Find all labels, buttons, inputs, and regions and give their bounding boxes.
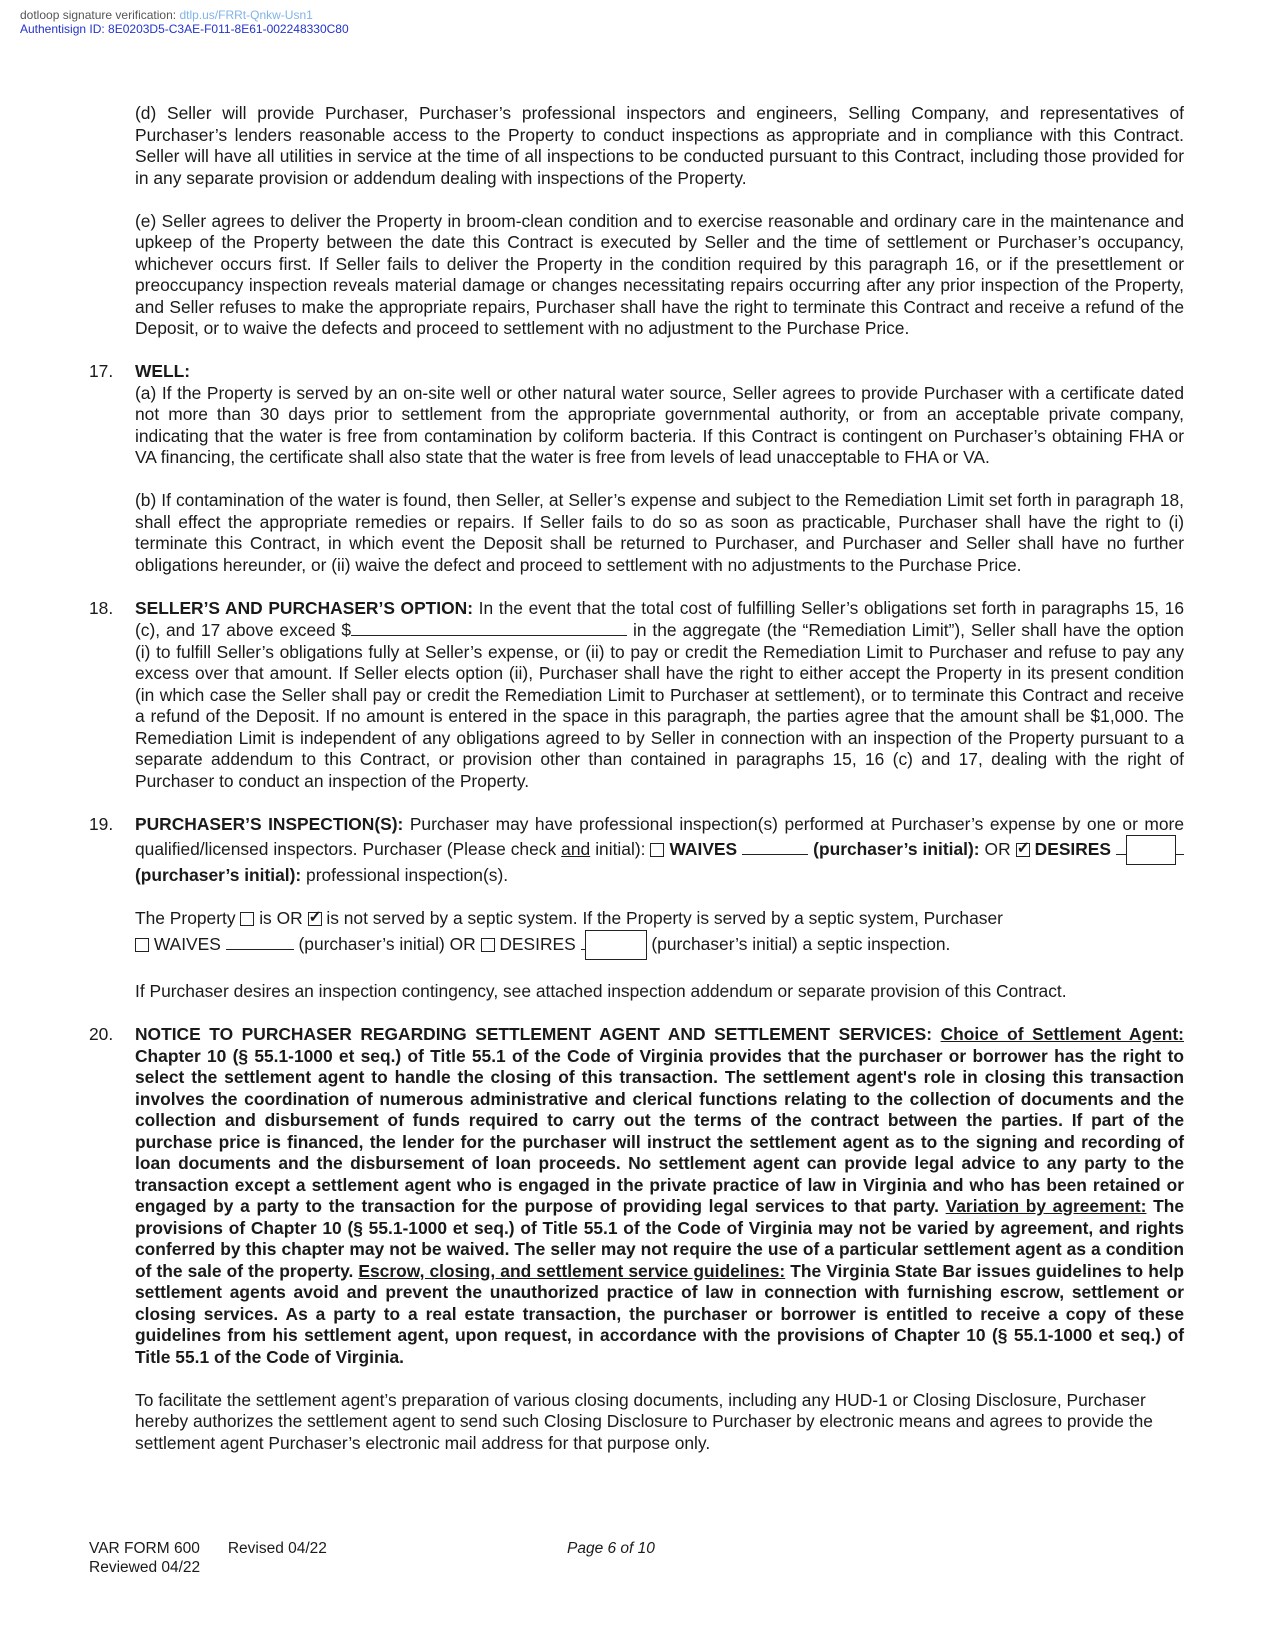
section-17-well	[89, 361, 1184, 576]
inspection-contingency-note: If Purchaser desires an inspection contingency, see attached inspection addendum or separate provision of this Contract.	[135, 981, 1067, 1001]
paragraph-20: NOTICE TO PURCHASER REGARDING SETTLEMENT AGENT AND SETTLEMENT SERVICES: Choice of Settlement Agent: Chapter 10 (§ 55.1-1000 et seq.) of Title 55.1 of the Code of Virginia provides that the purchaser or borrower has the right to select the settlement agent to handle the closing of this transaction. The settlement agent's role in closing this transaction involves the coordination of numerous administrative and clerical functions relating to the collection of documents and the collection and disbursement of funds required to carry out the terms of the contract between the parties. If part of the purchase price is financed, the lender for the purchaser will instruct the settlement agent as to the signing and recording of loan documents and the disbursement of loan proceeds. No settlement agent can provide legal advice to any party to the transaction except a settlement agent who is engaged in the private practice of law in Virginia and who has been retained or engaged by a party to the transaction for the purpose of providing legal services to that party. Variation by agreement: The provisions of Chapter 10 (§ 55.1-1000 et seq.) of Title 55.1 of the Code of Virginia may not be varied by agreement, and rights conferred by this chapter may not be waived. The seller may not require the use of a particular settlement agent as a condition of the sale of the property. Escrow, closing, and settlement service guidelines: The Virginia State Bar issues guidelines to help settlement agents avoid and prevent the unauthorized practice of law in connection with furnishing escrow, settlement or closing services. As a party to a real estate transaction, the purchaser or borrower is entitled to receive a copy of these guidelines from his settlement agent, upon request, in accordance with the provisions of Chapter 10 (§ 55.1-1000 et seq.) of Title 55.1 of the Code of Virginia.	[135, 1024, 1185, 1367]
paragraph-19: PURCHASER’S INSPECTION(S): Purchaser may have professional inspection(s) performed at Purchaser’s expense by one or more qualified/licensed inspectors. Purchaser (Please check and initial): WAIVES (purchaser’s initial): OR ✓ DESIRES (purchaser’s initial): professional inspection(s).	[135, 814, 1184, 887]
contract-body	[89, 103, 1184, 1454]
page-footer	[89, 1539, 1184, 1577]
septic-is-not-checkbox[interactable]	[308, 912, 322, 926]
waives-initial-field[interactable]	[742, 838, 808, 855]
verification-label: dotloop signature verification:	[20, 8, 177, 22]
paragraph-17a: (a) If the Property is served by an on-site well or other natural water source, Seller agrees to provide Purchaser with a certificate dated not more than 30 days prior to settlement from the appropriate governmental authority, or from an acceptable private company, indicating that the water is free from contamination by coliform bacteria. If this Contract is contingent on Purchaser’s obtaining FHA or VA financing, the certificate shall also state that the water is free from levels of lead unacceptable to FHA or VA.	[135, 382, 1184, 467]
section-number: 17.	[89, 361, 114, 381]
paragraph-16d: (d) Seller will provide Purchaser, Purchaser’s professional inspectors and engineers, Selling Company, and representatives of Purchaser’s lenders reasonable access to the Property to conduct inspections as appropriate and in compliance with this Contract. Seller will have all utilities in service at the time of all inspections to be conducted pursuant to this Contract, including those provided for in any separate provision or addendum dealing with inspections of the Property.	[135, 103, 1184, 188]
electronic-delivery-paragraph: To facilitate the settlement agent’s preparation of various closing documents, including any HUD-1 or Closing Disclosure, Purchaser hereby authorizes the settlement agent to send such Closing Disclosure to Purchaser by electronic means and agrees to provide the settlement agent Purchaser’s electronic mail address for that purpose only.	[135, 1389, 1153, 1453]
verification-line	[20, 8, 349, 22]
page-number: Page 6 of 10	[567, 1540, 655, 1557]
remediation-limit-field[interactable]	[351, 619, 627, 636]
section-title: SELLER’S AND PURCHASER’S OPTION:	[135, 597, 474, 618]
form-number: VAR FORM 600	[89, 1540, 200, 1557]
waives-inspection-checkbox[interactable]	[650, 843, 664, 857]
paragraph-17b: (b) If contamination of the water is found, then Seller, at Seller’s expense and subject to the Remediation Limit set forth in paragraph 18, shall effect the appropriate remedies or repairs. If Seller fails to do so as soon as practicable, Purchaser shall have the right to (i) terminate this Contract, in which event the Deposit shall be returned to Purchaser, and Purchaser and Seller shall have no further obligations hereunder, or (ii) waive the defect and proceed to settlement with no adjustments to the Purchase Price.	[135, 490, 1184, 575]
revised-date: Revised 04/22	[227, 1540, 327, 1557]
septic-paragraph: The Property is OR ✓ is not served by a septic system. If the Property is served by a septic system, Purchaser WAIVES (purchaser’s initial) OR DESIRES (purchaser’s initial) a septic inspection.	[135, 908, 1184, 960]
septic-waives-initial-field[interactable]	[226, 933, 294, 950]
paragraph-18: SELLER’S AND PURCHASER’S OPTION: In the event that the total cost of fulfilling Seller’s obligations set forth in paragraphs 15, 16 (c), and 17 above exceed $ in the aggregate (the “Remediation Limit”), Seller shall have the option (i) to fulfill Seller’s obligations fully at Seller’s expense, or (ii) to pay or credit the Remediation Limit to Purchaser and refuse to pay any excess over that amount. If Seller elects option (ii), Purchaser shall have the right to either accept the Property in its present condition (in which case the Seller shall pay or credit the Remediation Limit to Purchaser at settlement), or to terminate this Contract and receive a refund of the Deposit. If no amount is entered in the space in this paragraph, the parties agree that the amount shall be $1,000. The Remediation Limit is independent of any obligations agreed to by Seller in connection with an inspection of the Property pursuant to a separate addendum to this Contract, or provision other than contained in paragraphs 15, 16 (c) and 17, dealing with the right of Purchaser to conduct an inspection of the Property.	[135, 597, 1184, 791]
septic-desires-initial-box[interactable]	[585, 930, 647, 960]
signature-verification-header	[20, 8, 349, 36]
paragraph-16e: (e) Seller agrees to deliver the Property in broom-clean condition and to exercise reasonable and ordinary care in the maintenance and upkeep of the Property between the date this Contract is executed by Seller and the time of settlement or Purchaser’s occupancy, whichever occurs first. If Seller fails to deliver the Property in the condition required by this paragraph 16, or if the presettlement or preoccupancy inspection reveals material damage or changes necessitating repairs occurring after any prior inspection of the Property, and Seller refuses to make the appropriate repairs, Purchaser shall have the right to terminate this Contract and receive a refund of the Deposit, or to waive the defects and proceed to settlement with no adjustment to the Purchase Price.	[135, 210, 1184, 338]
verification-link[interactable]: dtlp.us/FRRt-Qnkw-Usn1	[179, 8, 313, 22]
section-number: 19.	[89, 813, 114, 834]
section-title: PURCHASER’S INSPECTION(S):	[135, 813, 404, 834]
section-title: NOTICE TO PURCHASER REGARDING SETTLEMENT AGENT AND SETTLEMENT SERVICES:	[135, 1024, 933, 1044]
section-19-inspection	[89, 814, 1184, 1003]
section-20-settlement-notice	[89, 1024, 1184, 1454]
section-title: WELL:	[135, 361, 191, 381]
desires-initial-box[interactable]	[1126, 835, 1176, 865]
section-number: 20.	[89, 1024, 114, 1044]
section-18-option	[89, 598, 1184, 793]
section-number: 18.	[89, 597, 114, 618]
septic-waives-checkbox[interactable]	[135, 938, 149, 952]
septic-desires-checkbox[interactable]	[481, 938, 495, 952]
septic-is-checkbox[interactable]	[240, 912, 254, 926]
authentisign-id: Authentisign ID: 8E0203D5-C3AE-F011-8E61-002248330C80	[20, 22, 349, 36]
reviewed-date: Reviewed 04/22	[89, 1559, 201, 1576]
desires-inspection-checkbox[interactable]	[1016, 843, 1030, 857]
